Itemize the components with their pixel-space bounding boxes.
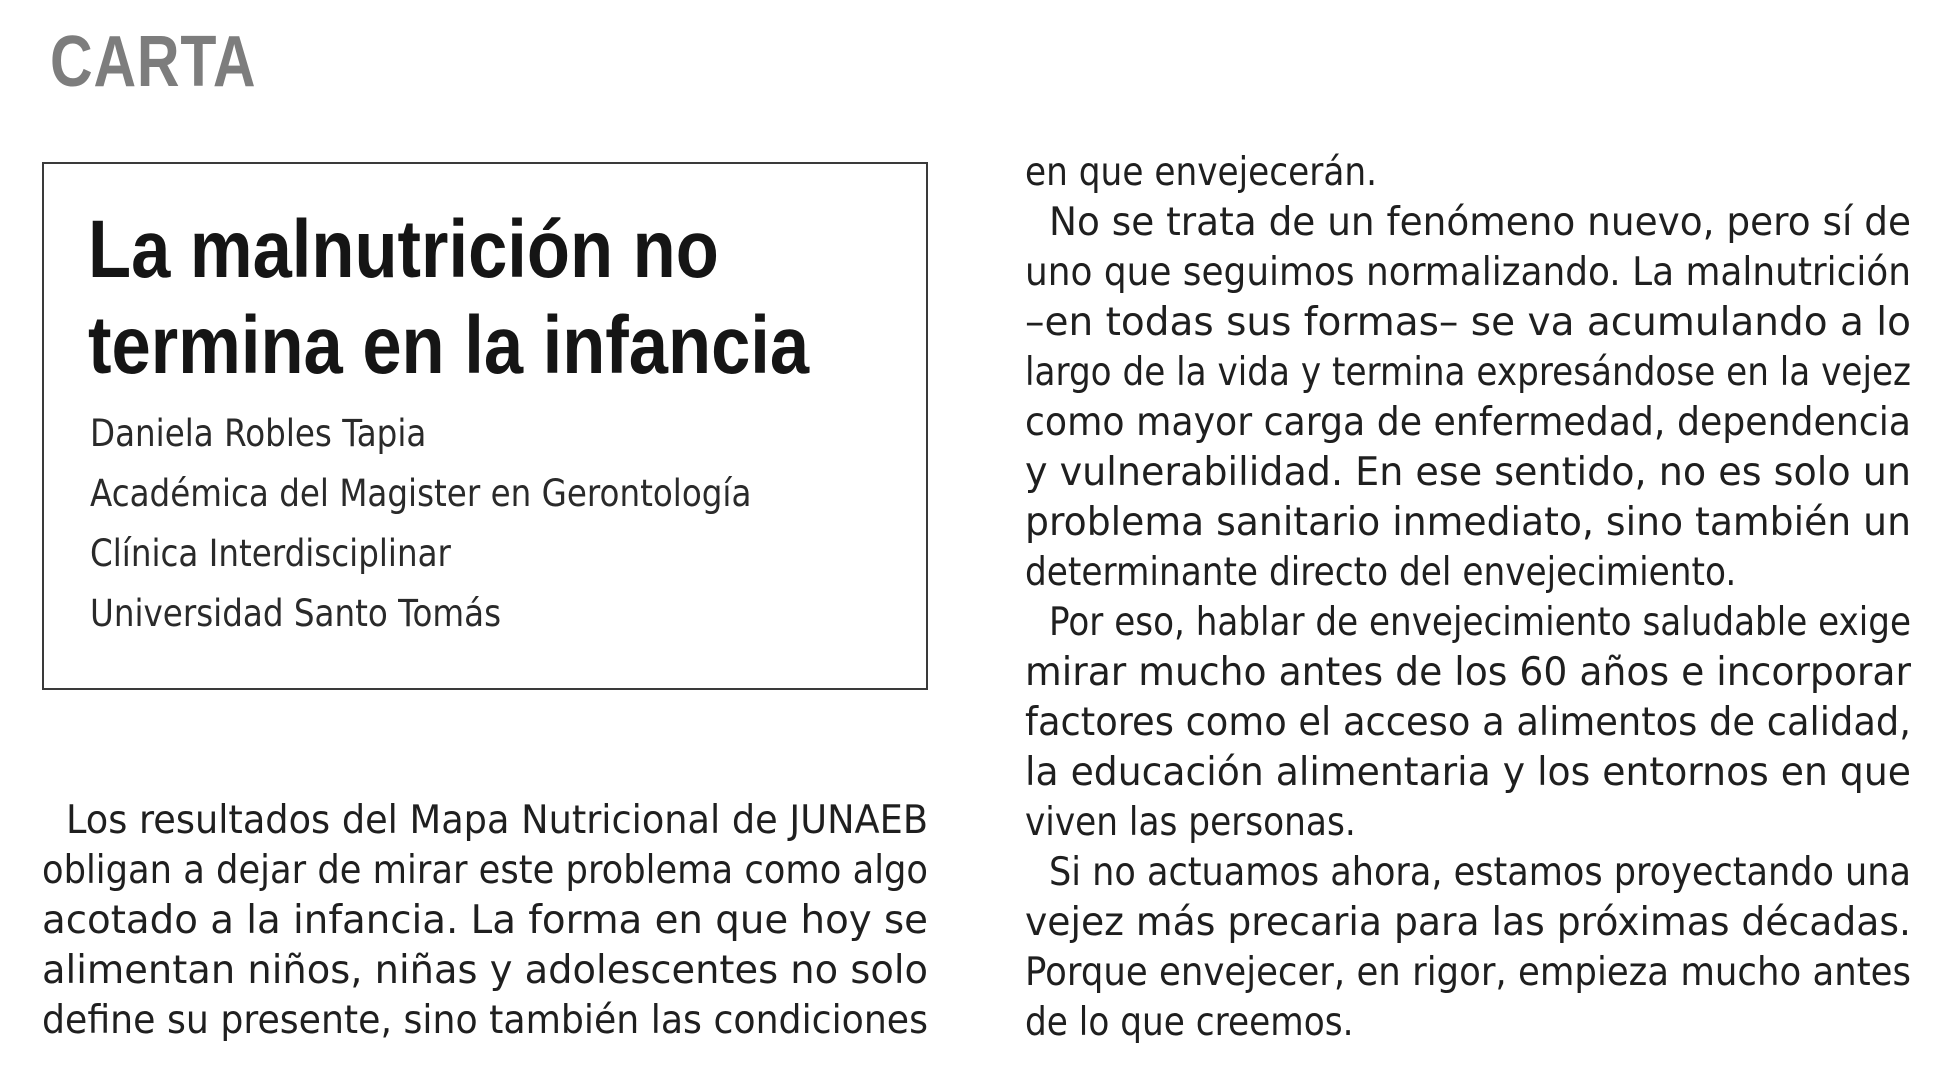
body-line: mirar mucho antes de los 60 años e incorporar <box>1025 650 1911 695</box>
headline-line: termina en la infancia <box>88 300 810 391</box>
body-column-right <box>1025 148 1911 1048</box>
body-line: problema sanitario inmediato, sino también un <box>1025 500 1911 545</box>
body-line: como mayor carga de enfermedad, dependencia <box>1025 400 1911 445</box>
author-institution: Universidad Santo Tomás <box>90 592 502 635</box>
body-line: define su presente, sino también las condiciones <box>42 998 928 1043</box>
body-line: obligan a dejar de mirar este problema como algo <box>42 848 928 893</box>
body-column-left <box>42 796 928 1046</box>
body-line: factores como el acceso a alimentos de calidad, <box>1025 700 1911 745</box>
body-line: en que envejecerán. <box>1025 150 1378 195</box>
body-line: de lo que creemos. <box>1025 1000 1354 1045</box>
article-header-box <box>42 162 928 690</box>
body-line: alimentan niños, niñas y adolescentes no solo <box>42 948 928 993</box>
author-name: Daniela Robles Tapia <box>90 412 427 455</box>
body-line: y vulnerabilidad. En ese sentido, no es solo un <box>1025 450 1911 495</box>
body-line: No se trata de un fenómeno nuevo, pero sí de <box>1049 200 1911 245</box>
body-line: uno que seguimos normalizando. La malnutrición <box>1025 250 1911 295</box>
body-line: –en todas sus formas– se va acumulando a lo <box>1025 300 1911 345</box>
body-line: acotado a la infancia. La forma en que hoy se <box>42 898 928 943</box>
body-line: viven las personas. <box>1025 800 1356 845</box>
headline <box>88 202 862 394</box>
section-label: CARTA <box>50 22 257 102</box>
body-line: Por eso, hablar de envejecimiento saludable exige <box>1049 600 1911 645</box>
body-line: determinante directo del envejecimiento. <box>1025 550 1737 595</box>
body-line: la educación alimentaria y los entornos en que <box>1025 750 1911 795</box>
body-line: Porque envejecer, en rigor, empieza mucho antes <box>1025 950 1911 995</box>
body-line: Si no actuamos ahora, estamos proyectando una <box>1049 850 1911 895</box>
author-byline <box>90 404 842 644</box>
body-line: largo de la vida y termina expresándose en la vejez <box>1025 350 1911 395</box>
body-line: Los resultados del Mapa Nutricional de JUNAEB <box>66 798 928 843</box>
body-line: vejez más precaria para las próximas décadas. <box>1025 900 1911 945</box>
author-position: Académica del Magister en Gerontología <box>90 472 752 515</box>
headline-line: La malnutrición no <box>88 204 719 295</box>
author-department: Clínica Interdisciplinar <box>90 532 451 575</box>
